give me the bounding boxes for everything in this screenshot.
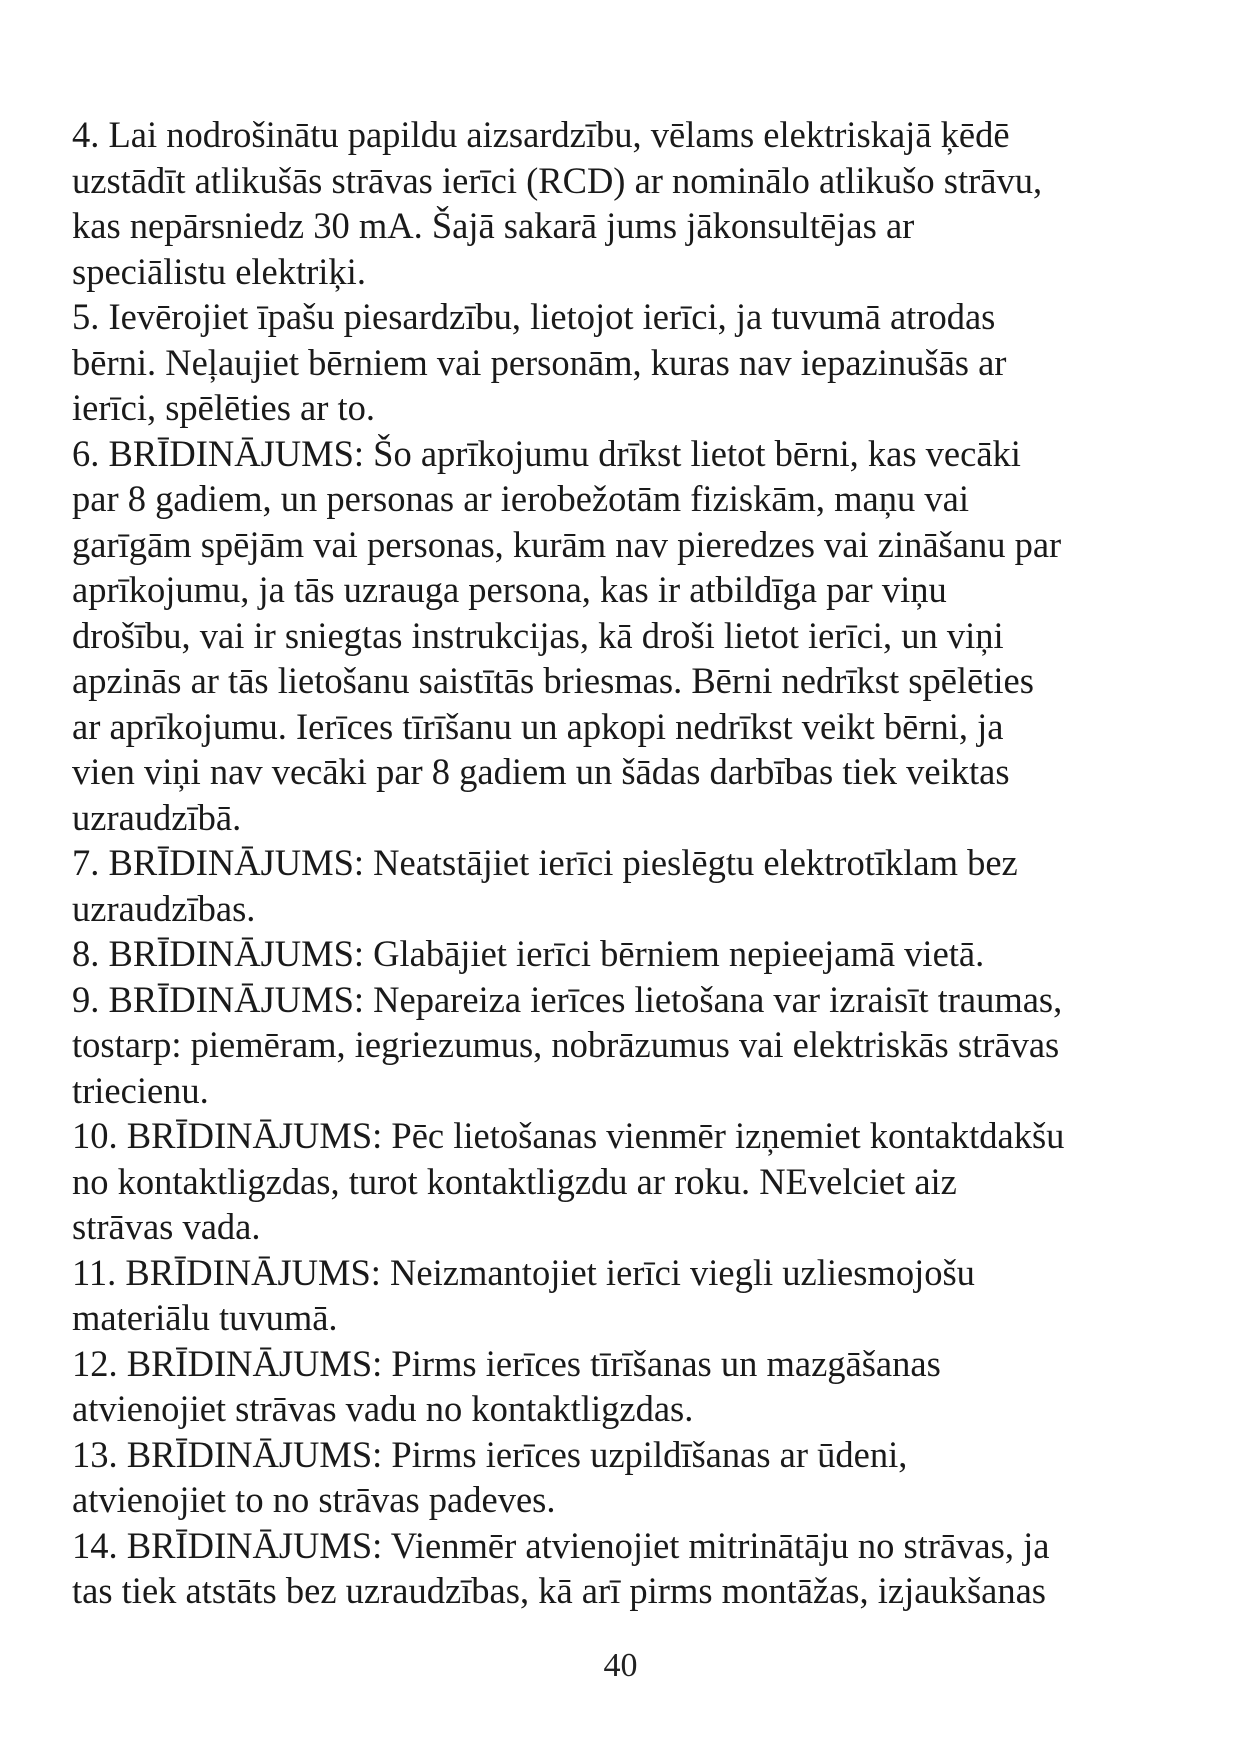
text-line: no kontaktligzdas, turot kontaktligzdu ar roku. NEvelciet aiz xyxy=(72,1160,957,1202)
text-line: triecienu. xyxy=(72,1069,209,1111)
text-line: atvienojiet to no strāvas padeves. xyxy=(72,1479,556,1520)
text-line: tostarp: piemēram, iegriezumus, nobrāzumus vai elektriskās strāvas xyxy=(72,1024,1060,1065)
text-line: uzstādīt atlikušās strāvas ierīci (RCD) ar nominālo atlikušo strāvu, xyxy=(72,159,1043,201)
text-line: 13. BRĪDINĀJUMS: Pirms ierīces uzpildīšanas ar ūdeni, xyxy=(72,1433,908,1475)
text-line: speciālistu elektriķi. xyxy=(72,250,366,292)
text-line: 6. BRĪDINĀJUMS: Šo aprīkojumu drīkst lietot bērni, kas vecāki xyxy=(72,432,1021,474)
text-line: tas tiek atstāts bez uzraudzības, kā arī pirms montāžas, izjaukšanas xyxy=(72,1570,1047,1611)
text-line: 14. BRĪDINĀJUMS: Vienmēr atvienojiet mitrinātāju no strāvas, ja xyxy=(72,1524,1050,1566)
text-line: par 8 gadiem, un personas ar ierobežotām fiziskām, maņu vai xyxy=(72,478,969,519)
text-line: bērni. Neļaujiet bērniem vai personām, kuras nav iepazinušās ar xyxy=(72,341,1007,383)
text-line: 11. BRĪDINĀJUMS: Neizmantojiet ierīci viegli uzliesmojošu xyxy=(72,1251,975,1293)
text-line: strāvas vada. xyxy=(72,1206,261,1247)
text-line: 7. BRĪDINĀJUMS: Neatstājiet ierīci pieslēgtu elektrotīklam bez xyxy=(72,842,1018,883)
text-line: garīgām spējām vai personas, kurām nav pieredzes vai zināšanu par xyxy=(72,523,1062,565)
text-line: 5. Ievērojiet īpašu piesardzību, lietojot ierīci, ja tuvumā atrodas xyxy=(72,296,996,337)
text-line: ar aprīkojumu. Ierīces tīrīšanu un apkopi nedrīkst veikt bērni, ja xyxy=(72,705,1004,747)
text-line: 8. BRĪDINĀJUMS: Glabājiet ierīci bērniem nepieejamā vietā. xyxy=(72,933,985,974)
text-line: aprīkojumu, ja tās uzrauga persona, kas ir atbildīga par viņu xyxy=(72,569,947,610)
text-line: uzraudzībā. xyxy=(72,796,242,838)
text-line: vien viņi nav vecāki par 8 gadiem un šādas darbības tiek veiktas xyxy=(72,751,1010,792)
text-line: kas nepārsniedz 30 mA. Šajā sakarā jums jākonsultējas ar xyxy=(72,205,915,246)
text-line: 4. Lai nodrošinātu papildu aizsardzību, vēlams elektriskajā ķēdē xyxy=(72,114,1010,155)
text-line: 9. BRĪDINĀJUMS: Nepareiza ierīces lietošana var izraisīt traumas, xyxy=(72,978,1063,1020)
safety-instructions-text xyxy=(72,112,1172,1614)
text-line: 12. BRĪDINĀJUMS: Pirms ierīces tīrīšanas un mazgāšanas xyxy=(72,1342,941,1384)
page-number: 40 xyxy=(603,1647,638,1684)
text-line: drošību, vai ir sniegtas instrukcijas, kā droši lietot ierīci, un viņi xyxy=(72,614,1004,656)
text-line: uzraudzības. xyxy=(72,887,256,929)
text-line: atvienojiet strāvas vadu no kontaktligzdas. xyxy=(72,1388,694,1429)
text-line: apzinās ar tās lietošanu saistītās briesmas. Bērni nedrīkst spēlēties xyxy=(72,660,1034,701)
text-line: ierīci, spēlēties ar to. xyxy=(72,387,376,428)
text-line: 10. BRĪDINĀJUMS: Pēc lietošanas vienmēr izņemiet kontaktdakšu xyxy=(72,1115,1065,1156)
text-line: materiālu tuvumā. xyxy=(72,1297,338,1338)
